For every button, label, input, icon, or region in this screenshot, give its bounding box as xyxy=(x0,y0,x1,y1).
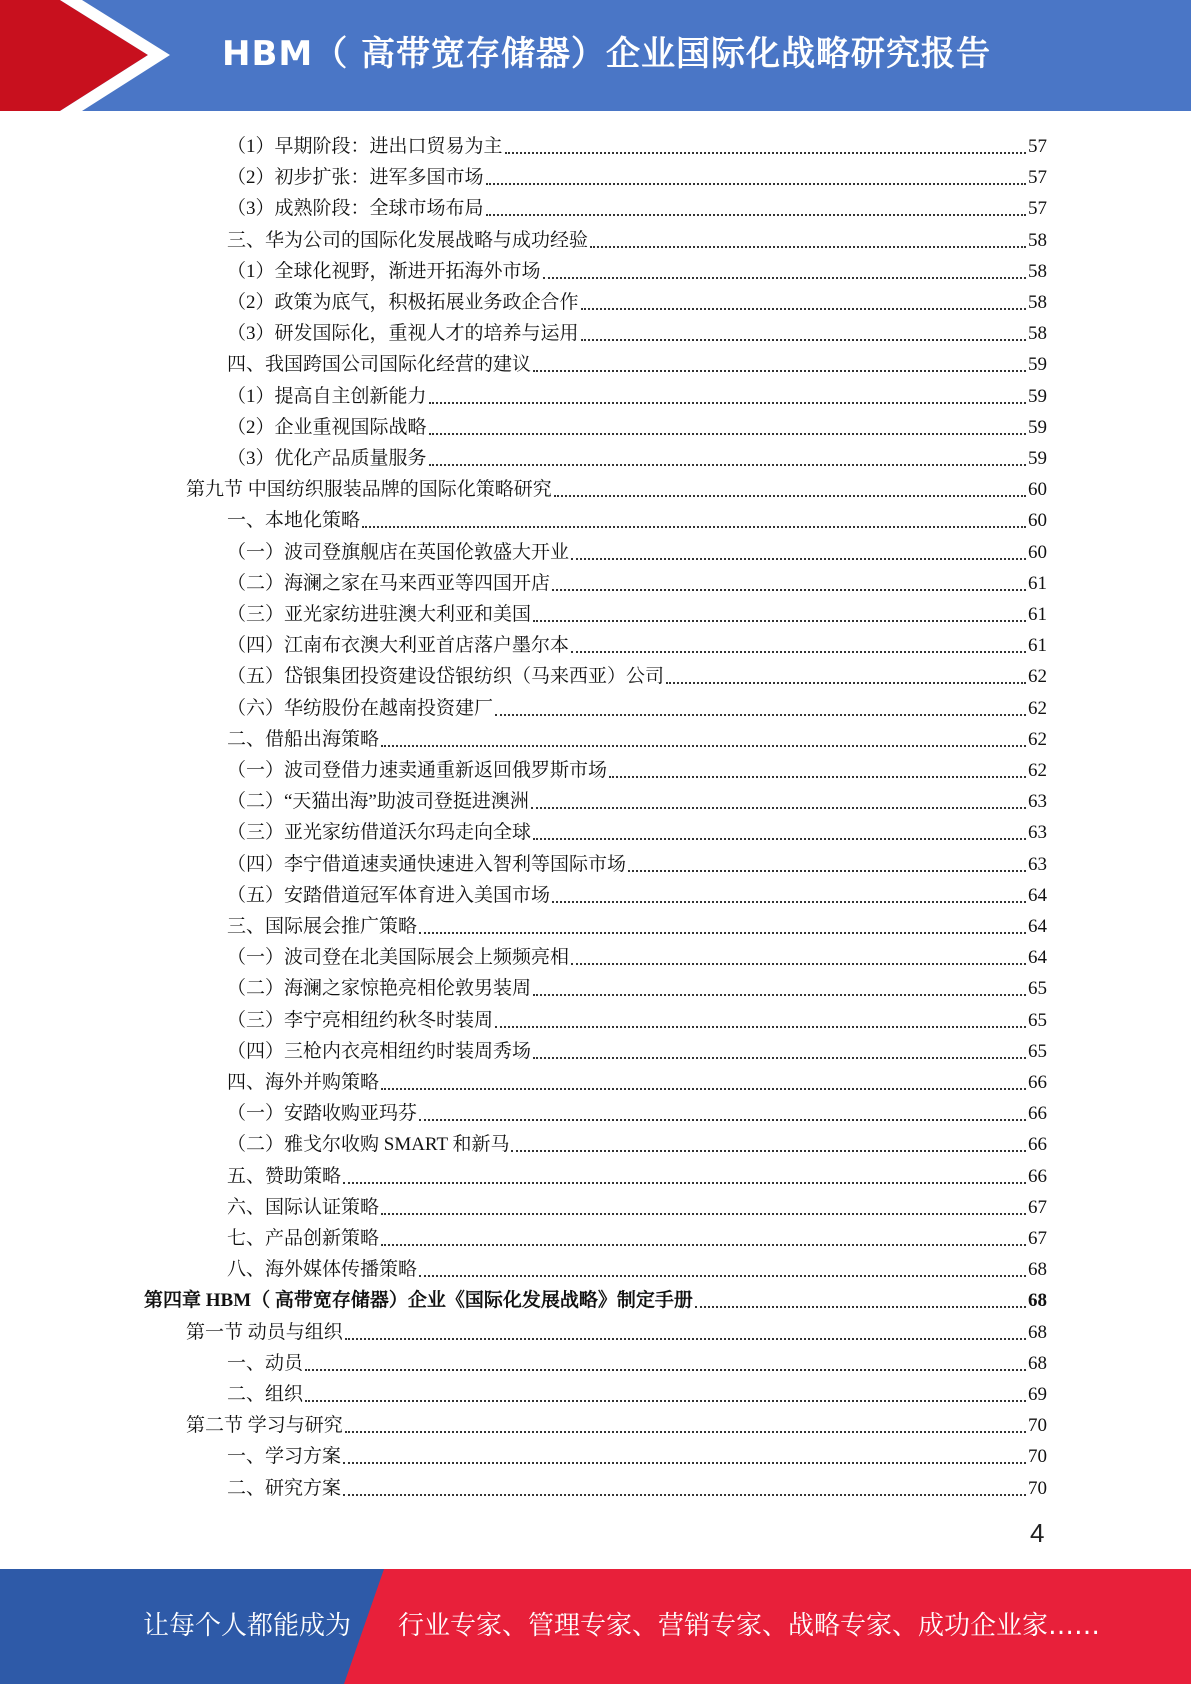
toc-dot-leader xyxy=(695,1305,1026,1308)
toc-entry-page: 58 xyxy=(1028,260,1047,282)
toc-dot-leader xyxy=(552,588,1026,591)
toc-entry-page: 70 xyxy=(1028,1477,1047,1499)
toc-entry-title: 六、国际认证策略 xyxy=(227,1196,380,1218)
toc-entry[interactable] xyxy=(227,190,1047,221)
toc-entry-page: 67 xyxy=(1028,1196,1047,1218)
toc-entry[interactable] xyxy=(186,1314,1047,1345)
toc-entry-page: 68 xyxy=(1028,1352,1047,1374)
toc-entry-title: （二）“天猫出海”助波司登挺进澳洲 xyxy=(227,791,529,813)
toc-entry[interactable] xyxy=(227,346,1047,377)
toc-entry-page: 64 xyxy=(1028,884,1047,906)
toc-entry-page: 63 xyxy=(1028,822,1047,844)
toc-entry-title: 四、海外并购策略 xyxy=(227,1072,380,1093)
toc-dot-leader xyxy=(571,557,1026,560)
toc-entry-title: （六）华纺股份在越南投资建厂 xyxy=(227,697,494,719)
toc-entry-title: 五、赞助策略 xyxy=(227,1165,342,1187)
toc-entry-page: 63 xyxy=(1028,853,1047,875)
toc-entry-title: （2）政策为底气，积极拓展业务政企合作 xyxy=(227,292,579,313)
toc-entry[interactable] xyxy=(227,1470,1047,1501)
toc-entry-title: （二）海澜之家惊艳亮相伦敦男装周 xyxy=(227,978,532,1000)
toc-entry[interactable] xyxy=(227,1126,1047,1157)
toc-entry-page: 57 xyxy=(1028,136,1047,157)
toc-dot-leader xyxy=(419,1118,1026,1121)
toc-dot-leader xyxy=(381,1212,1026,1215)
toc-dot-leader xyxy=(554,494,1026,497)
header-arrow-decoration xyxy=(0,0,180,111)
toc-entry[interactable] xyxy=(227,253,1047,284)
toc-entry-title: （1）全球化视野，渐进开拓海外市场 xyxy=(227,260,541,282)
toc-entry[interactable] xyxy=(227,1002,1047,1033)
toc-entry-title: 七、产品创新策略 xyxy=(227,1228,380,1249)
toc-entry-page: 68 xyxy=(1028,1290,1047,1312)
toc-entry-page: 65 xyxy=(1028,1040,1047,1062)
toc-dot-leader xyxy=(628,869,1026,872)
toc-entry[interactable] xyxy=(227,1438,1047,1469)
toc-entry-page: 61 xyxy=(1028,572,1047,594)
toc-dot-leader xyxy=(552,900,1026,903)
toc-entry-title: 第九节 中国纺织服装品牌的国际化策略研究 xyxy=(186,479,552,501)
toc-entry[interactable] xyxy=(227,1158,1047,1189)
toc-dot-leader xyxy=(343,1461,1026,1464)
page-header xyxy=(0,0,1191,111)
toc-entry-page: 65 xyxy=(1028,978,1047,1000)
toc-entry-title: （一）安踏收购亚玛芬 xyxy=(227,1103,418,1125)
toc-entry-title: （一）波司登在北美国际展会上频频亮相 xyxy=(227,947,570,969)
toc-entry[interactable] xyxy=(227,846,1047,877)
toc-entry-page: 59 xyxy=(1028,385,1047,407)
toc-entry[interactable] xyxy=(227,159,1047,190)
toc-entry-title: （三）亚光家纺借道沃尔玛走向全球 xyxy=(227,822,532,844)
toc-entry-title: 二、研究方案 xyxy=(227,1477,342,1499)
toc-entry[interactable] xyxy=(227,814,1047,845)
toc-entry-page: 66 xyxy=(1028,1072,1047,1093)
toc-entry-page: 60 xyxy=(1028,479,1047,501)
toc-entry-page: 59 xyxy=(1028,448,1047,469)
toc-entry-page: 68 xyxy=(1028,1321,1047,1343)
toc-dot-leader xyxy=(543,276,1026,279)
toc-dot-leader xyxy=(381,1243,1026,1246)
toc-dot-leader xyxy=(666,681,1026,684)
toc-entry-title: 二、借船出海策略 xyxy=(227,728,380,750)
toc-entry[interactable] xyxy=(227,939,1047,970)
toc-entry-title: 一、本地化策略 xyxy=(227,510,361,532)
toc-dot-leader xyxy=(343,1493,1026,1496)
toc-dot-leader xyxy=(581,307,1026,310)
toc-dot-leader xyxy=(486,213,1026,216)
toc-entry[interactable] xyxy=(227,908,1047,939)
toc-entry-page: 70 xyxy=(1028,1446,1047,1468)
toc-dot-leader xyxy=(531,806,1026,809)
toc-entry-title: （3）成熟阶段：全球市场布局 xyxy=(227,198,484,220)
toc-entry-title: （五）岱银集团投资建设岱银纺织（马来西亚）公司 xyxy=(227,666,665,688)
toc-entry[interactable] xyxy=(227,222,1047,253)
toc-dot-leader xyxy=(495,713,1026,716)
toc-entry[interactable] xyxy=(227,658,1047,689)
toc-entry[interactable] xyxy=(227,315,1047,346)
toc-dot-leader xyxy=(571,962,1026,965)
toc-entry-page: 68 xyxy=(1028,1259,1047,1281)
toc-entry[interactable] xyxy=(227,1376,1047,1407)
toc-dot-leader xyxy=(345,1430,1026,1433)
toc-entry[interactable] xyxy=(227,565,1047,596)
toc-entry[interactable] xyxy=(227,284,1047,315)
toc-entry-title: （三）亚光家纺进驻澳大利亚和美国 xyxy=(227,604,532,625)
toc-entry-title: （3）研发国际化，重视人才的培养与运用 xyxy=(227,323,579,345)
toc-dot-leader xyxy=(571,650,1026,653)
toc-dot-leader xyxy=(533,619,1026,622)
toc-entry[interactable] xyxy=(227,409,1047,440)
toc-entry-title: （3）优化产品质量服务 xyxy=(227,448,427,469)
toc-entry[interactable] xyxy=(227,1345,1047,1376)
toc-dot-leader xyxy=(429,432,1026,435)
toc-dot-leader xyxy=(533,1056,1026,1059)
toc-entry-title: （2）企业重视国际战略 xyxy=(227,416,427,438)
toc-dot-leader xyxy=(609,775,1026,778)
toc-entry-title: （一）波司登旗舰店在英国伦敦盛大开业 xyxy=(227,541,570,563)
toc-dot-leader xyxy=(419,931,1026,934)
toc-entry[interactable] xyxy=(227,783,1047,814)
toc-entry[interactable] xyxy=(227,970,1047,1001)
toc-entry[interactable] xyxy=(186,1407,1047,1438)
toc-entry-page: 62 xyxy=(1028,697,1047,719)
report-title: HBM（ 高带宽存储器）企业国际化战略研究报告 xyxy=(222,34,992,74)
toc-entry-title: 二、组织 xyxy=(227,1384,304,1405)
toc-entry-page: 66 xyxy=(1028,1165,1047,1187)
toc-entry-page: 58 xyxy=(1028,292,1047,313)
toc-entry-page: 62 xyxy=(1028,728,1047,750)
footer-slogan-left: 让每个人都能成为 xyxy=(143,1611,352,1641)
toc-entry[interactable] xyxy=(227,1189,1047,1220)
toc-dot-leader xyxy=(533,369,1026,372)
toc-entry-title: 三、华为公司的国际化发展战略与成功经验 xyxy=(227,229,589,251)
toc-entry-title: （2）初步扩张：进军多国市场 xyxy=(227,167,484,189)
toc-entry-page: 67 xyxy=(1028,1228,1047,1249)
toc-entry[interactable] xyxy=(227,596,1047,627)
toc-entry-title: （四）李宁借道速卖通快速进入智利等国际市场 xyxy=(227,853,627,875)
toc-entry-page: 57 xyxy=(1028,167,1047,189)
toc-entry-title: 四、我国跨国公司国际化经营的建议 xyxy=(227,354,532,376)
toc-entry-title: 第一节 动员与组织 xyxy=(186,1321,343,1343)
toc-entry-page: 69 xyxy=(1028,1384,1047,1405)
toc-entry-title: 第二节 学习与研究 xyxy=(186,1415,343,1437)
toc-entry[interactable] xyxy=(227,877,1047,908)
toc-entry[interactable] xyxy=(227,502,1047,533)
toc-entry-page: 60 xyxy=(1028,510,1047,532)
toc-entry[interactable] xyxy=(227,627,1047,658)
toc-entry[interactable] xyxy=(227,534,1047,565)
toc-dot-leader xyxy=(419,1274,1026,1277)
toc-entry-page: 62 xyxy=(1028,760,1047,781)
toc-entry-page: 65 xyxy=(1028,1009,1047,1031)
toc-entry-title: 三、国际展会推广策略 xyxy=(227,916,418,937)
toc-entry-page: 61 xyxy=(1028,635,1047,657)
toc-dot-leader xyxy=(533,993,1026,996)
toc-dot-leader xyxy=(305,1368,1026,1371)
toc-dot-leader xyxy=(381,1087,1026,1090)
toc-entry-page: 57 xyxy=(1028,198,1047,220)
toc-entry[interactable] xyxy=(144,1282,1047,1313)
toc-dot-leader xyxy=(486,182,1026,185)
toc-entry-page: 60 xyxy=(1028,541,1047,563)
toc-entry[interactable] xyxy=(227,1251,1047,1282)
toc-entry[interactable] xyxy=(227,1220,1047,1251)
toc-entry-title: （一）波司登借力速卖通重新返回俄罗斯市场 xyxy=(227,760,608,781)
toc-entry[interactable] xyxy=(227,378,1047,409)
page-footer xyxy=(0,1569,1191,1684)
toc-dot-leader xyxy=(362,525,1026,528)
toc-dot-leader xyxy=(505,151,1026,154)
toc-entry[interactable] xyxy=(227,752,1047,783)
toc-entry-title: 第四章 HBM（ 高带宽存储器）企业《国际化发展战略》制定手册 xyxy=(144,1290,693,1312)
toc-entry-page: 66 xyxy=(1028,1103,1047,1125)
toc-entry-page: 58 xyxy=(1028,229,1047,251)
toc-entry-page: 66 xyxy=(1028,1134,1047,1156)
toc-dot-leader xyxy=(429,463,1026,466)
toc-entry-title: 一、动员 xyxy=(227,1352,304,1374)
toc-entry[interactable] xyxy=(227,1033,1047,1064)
toc-dot-leader xyxy=(343,1181,1026,1184)
toc-dot-leader xyxy=(495,1025,1026,1028)
toc-entry-title: （四）三枪内衣亮相纽约时装周秀场 xyxy=(227,1040,532,1062)
toc-entry-title: （五）安踏借道冠军体育进入美国市场 xyxy=(227,884,551,906)
toc-entry[interactable] xyxy=(186,471,1047,502)
toc-entry-title: （1）提高自主创新能力 xyxy=(227,385,427,407)
toc-dot-leader xyxy=(590,245,1026,248)
toc-entry-page: 62 xyxy=(1028,666,1047,688)
footer-slogan-right: 行业专家、管理专家、营销专家、战略专家、成功企业家…… xyxy=(398,1611,1101,1641)
toc-entry-page: 59 xyxy=(1028,416,1047,438)
toc-entry-title: （三）李宁亮相纽约秋冬时装周 xyxy=(227,1009,494,1031)
toc-dot-leader xyxy=(429,401,1026,404)
toc-dot-leader xyxy=(511,1149,1026,1152)
toc-dot-leader xyxy=(533,837,1026,840)
toc-dot-leader xyxy=(345,1337,1026,1340)
toc-entry[interactable] xyxy=(227,690,1047,721)
toc-entry-title: 一、学习方案 xyxy=(227,1446,342,1468)
toc-dot-leader xyxy=(305,1399,1026,1402)
toc-entry-page: 63 xyxy=(1028,791,1047,813)
toc-entry-page: 64 xyxy=(1028,916,1047,937)
toc-entry-page: 70 xyxy=(1028,1415,1047,1437)
toc-entry-title: （二）雅戈尔收购 SMART 和新马 xyxy=(227,1134,510,1156)
toc-entry[interactable] xyxy=(227,1064,1047,1095)
toc-entry[interactable] xyxy=(227,128,1047,159)
toc-entry-title: （二）海澜之家在马来西亚等四国开店 xyxy=(227,572,551,594)
toc-dot-leader xyxy=(581,338,1026,341)
toc-entry-page: 61 xyxy=(1028,604,1047,625)
toc-entry-title: 八、海外媒体传播策略 xyxy=(227,1259,418,1281)
toc-entry[interactable] xyxy=(227,1095,1047,1126)
toc-entry-page: 64 xyxy=(1028,947,1047,969)
toc-entry[interactable] xyxy=(227,440,1047,471)
page-number: 4 xyxy=(1030,1518,1045,1548)
toc-entry[interactable] xyxy=(227,721,1047,752)
toc-entry-title: （四）江南布衣澳大利亚首店落户墨尔本 xyxy=(227,635,570,657)
toc-dot-leader xyxy=(381,744,1026,747)
toc-entry-page: 58 xyxy=(1028,323,1047,345)
toc-entry-page: 59 xyxy=(1028,354,1047,376)
toc-entry-title: （1）早期阶段：进出口贸易为主 xyxy=(227,136,503,157)
